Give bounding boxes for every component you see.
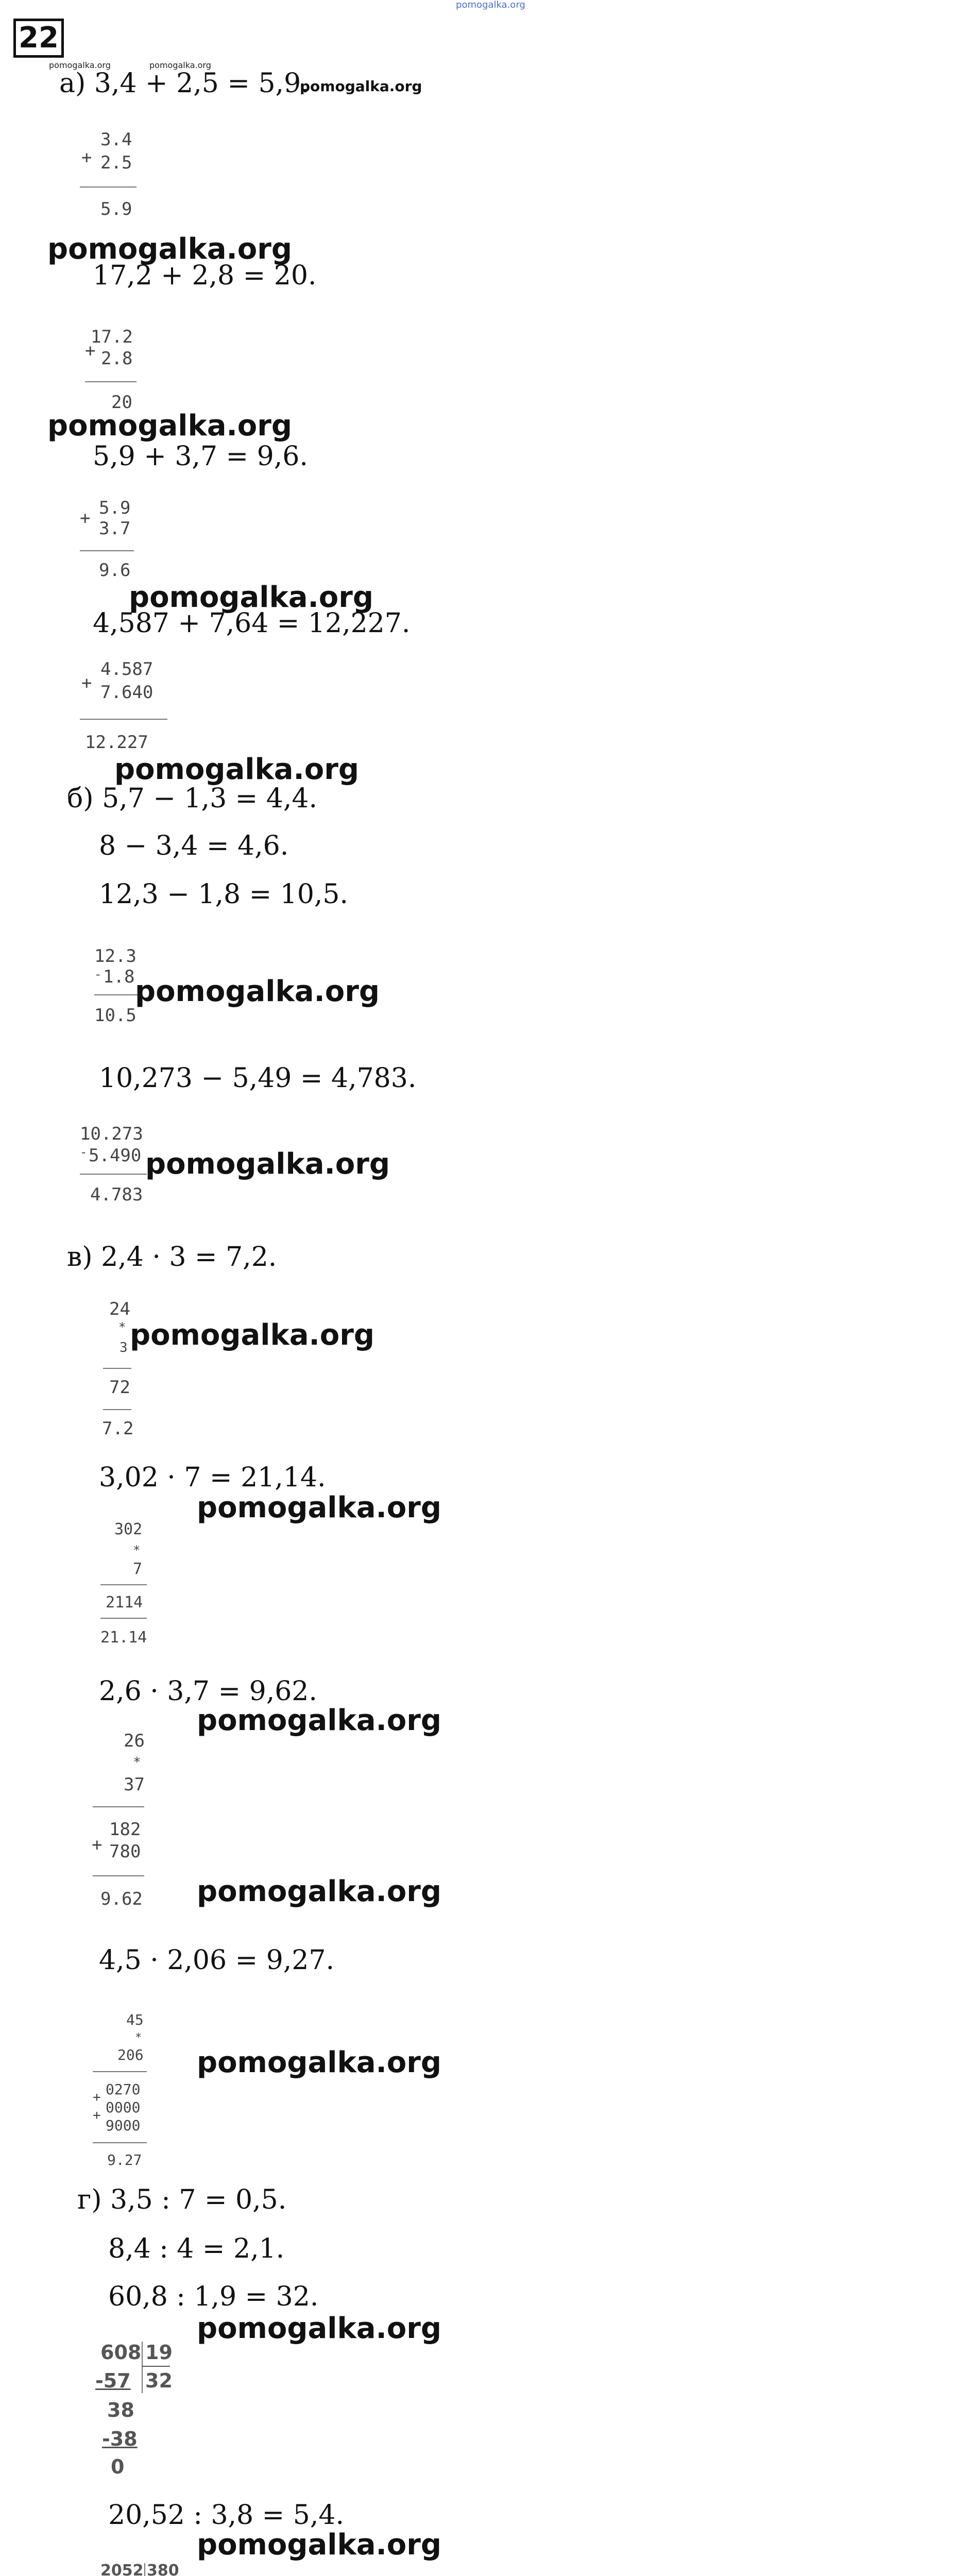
calc-result: 7.2: [102, 1418, 134, 1439]
calc-operand-2: 1.8: [103, 967, 135, 987]
equation-b4: 10,273 − 5,49 = 4,783.: [99, 1063, 417, 1094]
equation-a3: 5,9 + 3,7 = 9,6.: [93, 441, 308, 472]
equation-a1: а) 3,4 + 2,5 = 5,9.: [59, 68, 310, 99]
calc-result: 5.9: [100, 199, 132, 219]
calc-operand-1: 45: [126, 2011, 144, 2028]
calc-rule: [100, 1584, 147, 1585]
equation-a2: 17,2 + 2,8 = 20.: [93, 260, 317, 291]
calc-plus-sign: +: [92, 1835, 103, 1855]
calc-sign: +: [85, 341, 96, 361]
equation-g2: 8,4 : 4 = 2,1.: [108, 2233, 285, 2264]
calc-operand-2: 3.7: [99, 518, 131, 539]
calc-result: 9.6: [99, 560, 131, 581]
calc-rule: [93, 2071, 147, 2072]
equation-a4: 4,587 + 7,64 = 12,227.: [93, 608, 411, 639]
calc-result: 4.783: [90, 1184, 143, 1205]
watermark-large: pomogalka.org: [197, 1875, 441, 1908]
division-rule: [142, 2366, 170, 2367]
header-watermark: pomogalka.org: [456, 0, 525, 10]
equation-g4: 20,52 : 3,8 = 5,4.: [108, 2500, 344, 2531]
calc-operand-1: 3.4: [100, 129, 132, 150]
watermark-large: pomogalka.org: [114, 753, 359, 786]
calc-partial-2: 0000: [106, 2099, 141, 2116]
division-bar: [144, 2563, 145, 2576]
calc-result: 12.227: [85, 732, 148, 753]
watermark-tiny-1: pomogalka.org: [49, 60, 111, 70]
calc-operand-2: 7: [133, 1560, 143, 1578]
calc-result: 21.14: [100, 1629, 147, 1647]
calc-operand-1: 302: [114, 1520, 143, 1538]
division-remainder-1: 38: [107, 2399, 134, 2421]
calc-result: 9.62: [100, 1889, 143, 1909]
calc-operand-1: 17.2: [91, 327, 133, 347]
watermark-large: pomogalka.org: [135, 975, 380, 1008]
division-remainder-2: 0: [111, 2455, 125, 2478]
watermark-large: pomogalka.org: [47, 232, 292, 266]
calc-rule: [80, 719, 167, 720]
calc-partial-2: 780: [109, 1841, 141, 1862]
calc-operand-2: 7.640: [100, 682, 154, 703]
calc-operand-1: 12.3: [94, 946, 137, 967]
calc-operand-2: 37: [124, 1774, 145, 1795]
calc-rule: [93, 1806, 144, 1807]
watermark-large: pomogalka.org: [145, 1147, 390, 1181]
watermark-inline: pomogalka.org: [300, 78, 422, 95]
calc-rule: [93, 2142, 147, 2143]
calc-operand-2: 206: [117, 2046, 144, 2063]
calc-operand-1: 24: [109, 1299, 130, 1319]
equation-v4: 4,5 · 2,06 = 9,27.: [99, 1945, 335, 1976]
watermark-large: pomogalka.org: [197, 2046, 441, 2079]
division-subtrahend-1: -57: [95, 2369, 131, 2392]
calc-operand-2: 2.5: [100, 152, 132, 173]
equation-v2: 3,02 · 7 = 21,14.: [99, 1462, 326, 1493]
calc-operand-2: 2.8: [101, 348, 133, 369]
calc-result: 10.5: [94, 1005, 137, 1026]
watermark-large: pomogalka.org: [197, 2312, 441, 2345]
calc-result: 9.27: [107, 2151, 142, 2168]
division-divisor: 380: [147, 2562, 179, 2576]
calc-rule: [103, 1368, 131, 1369]
problem-number-badge: 22: [13, 19, 64, 58]
division-dividend: 608: [100, 2341, 142, 2364]
calc-sign: -: [94, 967, 102, 981]
division-dividend: 2052: [100, 2562, 144, 2576]
equation-v3: 2,6 · 3,7 = 9,62.: [99, 1676, 317, 1707]
calc-rule: [85, 381, 137, 382]
division-divisor: 19: [145, 2341, 173, 2364]
calc-rule: [103, 1409, 131, 1410]
calc-partial-3: 9000: [106, 2117, 141, 2134]
watermark-large: pomogalka.org: [129, 581, 373, 614]
calc-partial-1: 182: [109, 1819, 141, 1840]
calc-sign: +: [80, 508, 91, 529]
calc-operand-2: 3: [120, 1340, 128, 1355]
calc-rule: [100, 1618, 147, 1619]
calc-sign: *: [133, 1543, 141, 1557]
watermark-large: pomogalka.org: [130, 1318, 374, 1352]
calc-rule: [80, 187, 137, 188]
division-bar: [142, 2342, 143, 2393]
calc-sign: -: [80, 1145, 88, 1159]
calc-partial: 2114: [106, 1594, 143, 1612]
division-subtrahend-2: -38: [102, 2428, 138, 2450]
calc-sign: +: [81, 147, 92, 168]
calc-sign: +: [81, 673, 92, 693]
equation-b2: 8 − 3,4 = 4,6.: [99, 831, 289, 861]
watermark-large: pomogalka.org: [197, 1491, 441, 1524]
calc-sign: *: [118, 1320, 126, 1334]
equation-v1: в) 2,4 · 3 = 7,2.: [67, 1242, 277, 1273]
calc-operand-2: 5.490: [89, 1145, 142, 1166]
calc-rule: [94, 994, 141, 995]
watermark-large: pomogalka.org: [197, 2528, 441, 2562]
calc-partial-1: 0270: [106, 2081, 141, 2098]
calc-rule: [80, 1174, 147, 1175]
calc-operand-1: 5.9: [99, 498, 131, 518]
calc-plus-sign: +: [93, 2108, 101, 2123]
calc-sign: *: [135, 2031, 142, 2044]
equation-g1: г) 3,5 : 7 = 0,5.: [77, 2184, 287, 2215]
division-quotient: 32: [145, 2369, 173, 2392]
calc-plus-sign: +: [93, 2090, 101, 2105]
equation-g3: 60,8 : 1,9 = 32.: [108, 2281, 319, 2312]
equation-b3: 12,3 − 1,8 = 10,5.: [99, 879, 349, 910]
calc-operand-1: 26: [124, 1731, 145, 1751]
calc-rule: [93, 1875, 144, 1876]
calc-operand-1: 4.587: [100, 659, 154, 680]
watermark-tiny-2: pomogalka.org: [149, 60, 211, 70]
calc-operand-1: 10.273: [80, 1124, 143, 1144]
equation-b1: б) 5,7 − 1,3 = 4,4.: [67, 783, 318, 814]
calc-partial: 72: [109, 1377, 130, 1398]
watermark-large: pomogalka.org: [197, 1704, 441, 1737]
watermark-large: pomogalka.org: [47, 409, 292, 443]
calc-result: 20: [111, 392, 132, 413]
calc-rule: [80, 550, 134, 551]
calc-sign: *: [133, 1755, 141, 1770]
